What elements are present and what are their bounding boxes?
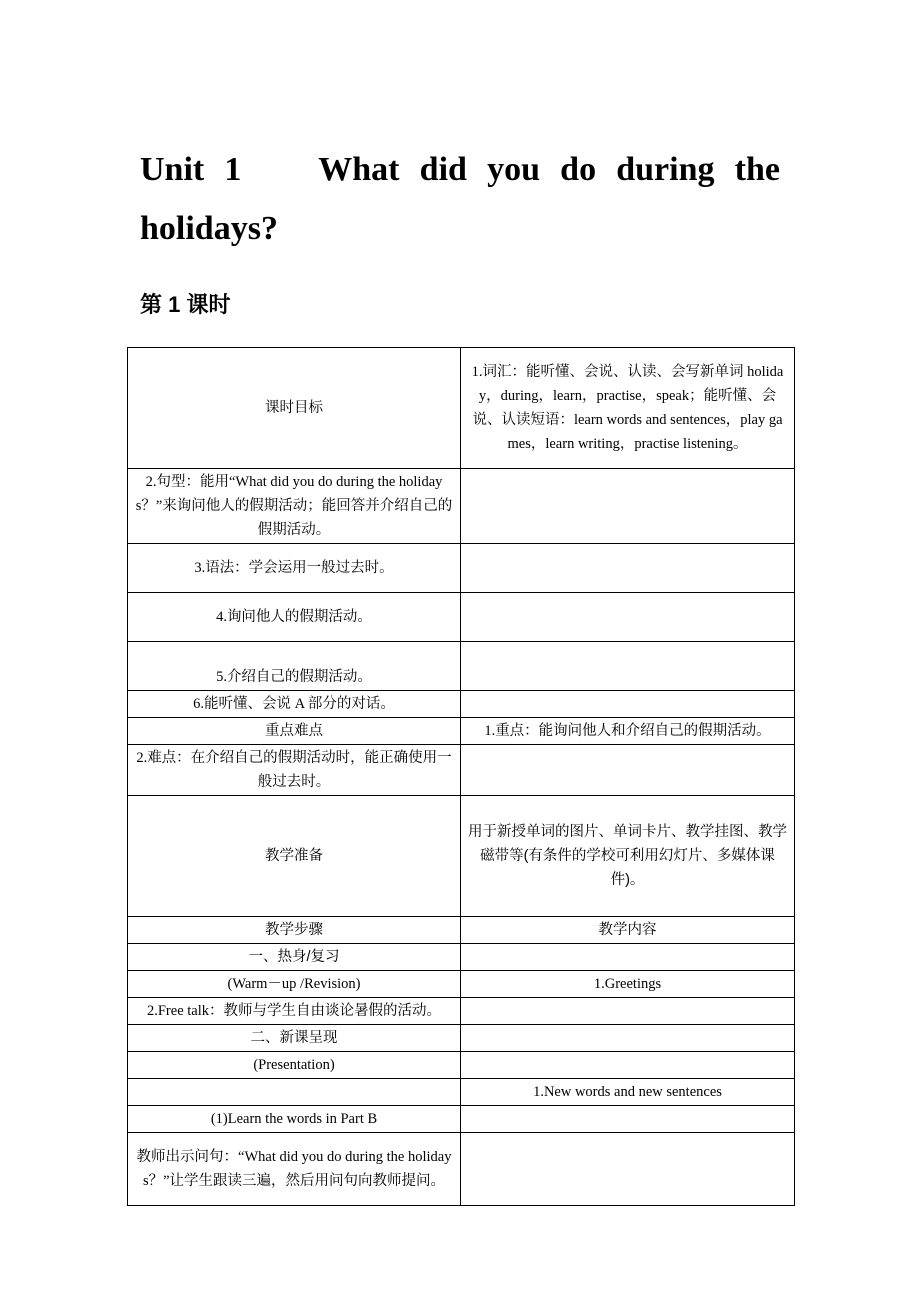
empty-cell: [128, 1079, 461, 1106]
empty-cell: [461, 593, 795, 642]
table-row: [128, 745, 795, 796]
table-row: [128, 998, 795, 1025]
empty-cell: [461, 469, 795, 544]
table-row: [128, 593, 795, 642]
new-en-cell: (Presentation): [128, 1052, 461, 1079]
learn-words-cell: (1)Learn the words in Part B: [128, 1106, 461, 1133]
empty-cell: [461, 1106, 795, 1133]
key-point-cell: 1.重点：能询问他人和介绍自己的假期活动。: [461, 718, 795, 745]
table-row: [128, 1079, 795, 1106]
title-line-1: Unit 1 What did you do during the: [140, 151, 780, 188]
free-talk-cell: 2.Free talk：教师与学生自由谈论暑假的活动。: [128, 998, 461, 1025]
title-line-2: holidays?: [140, 210, 278, 247]
table-row: [128, 691, 795, 718]
prep-content-cell: [461, 796, 795, 917]
difficult-point-cell: 2.难点：在介绍自己的假期活动时，能正确使用一般过去时。: [128, 745, 461, 796]
goal-6-cell: 6.能听懂、会说 A 部分的对话。: [128, 691, 461, 718]
goal-3-cell: 3.语法：学会运用一般过去时。: [128, 544, 461, 593]
empty-cell: [461, 1025, 795, 1052]
goal-5-cell: 5.介绍自己的假期活动。: [128, 642, 461, 691]
prep-content-text: 用于新授单词的图片、单词卡片、教学挂图、教学磁带等: [468, 824, 787, 864]
new-words-cell: 1.New words and new sentences: [461, 1079, 795, 1106]
goal-content-cell: 1.词汇：能听懂、会说、认读、会写新单词 holiday，during，learn，practise，speak；能听懂、会说、认读短语：learn words and sentences，play games，learn writing，practise listening。: [461, 348, 795, 469]
table-row: [128, 1052, 795, 1079]
prep-label-cell: 教学准备: [128, 796, 461, 917]
greetings-cell: 1.Greetings: [461, 971, 795, 998]
table-row: [128, 469, 795, 544]
goal-2-cell: 2.句型：能用“What did you do during the holidays？”来询问他人的假期活动；能回答并介绍自己的假期活动。: [128, 469, 461, 544]
lesson-heading: 第 1 课时: [140, 292, 231, 317]
empty-cell: [461, 1133, 795, 1206]
empty-cell: [461, 998, 795, 1025]
steps-label-cell: 教学步骤: [128, 917, 461, 944]
table-row: [128, 718, 795, 745]
table-row: [128, 1025, 795, 1052]
empty-cell: [461, 745, 795, 796]
table-row: [128, 642, 795, 691]
document-title: [140, 140, 780, 258]
teacher-shows-cell: 教师出示问句：“What did you do during the holidays？”让学生跟读三遍，然后用问句向教师提问。: [128, 1133, 461, 1206]
empty-cell: [461, 944, 795, 971]
lesson-plan-table: [127, 347, 795, 1206]
table-row: [128, 544, 795, 593]
table-row: [128, 348, 795, 469]
empty-cell: [461, 642, 795, 691]
goal-4-cell: 4.询问他人的假期活动。: [128, 593, 461, 642]
goal-label-cell: 课时目标: [128, 348, 461, 469]
table-row: [128, 971, 795, 998]
content-label-cell: 教学内容: [461, 917, 795, 944]
prep-content-note: (有条件的学校可利用幻灯片、多媒体课件)。: [523, 848, 775, 888]
table-row: [128, 944, 795, 971]
new-cn-cell: 二、新课呈现: [128, 1025, 461, 1052]
warmup-cn-cell: 一、热身/复习: [128, 944, 461, 971]
table-row: [128, 1133, 795, 1206]
empty-cell: [461, 691, 795, 718]
key-label-cell: 重点难点: [128, 718, 461, 745]
table-row: [128, 1106, 795, 1133]
empty-cell: [461, 544, 795, 593]
warmup-en-cell: (Warm－up /Revision): [128, 971, 461, 998]
table-row: [128, 917, 795, 944]
empty-cell: [461, 1052, 795, 1079]
table-row: [128, 796, 795, 917]
